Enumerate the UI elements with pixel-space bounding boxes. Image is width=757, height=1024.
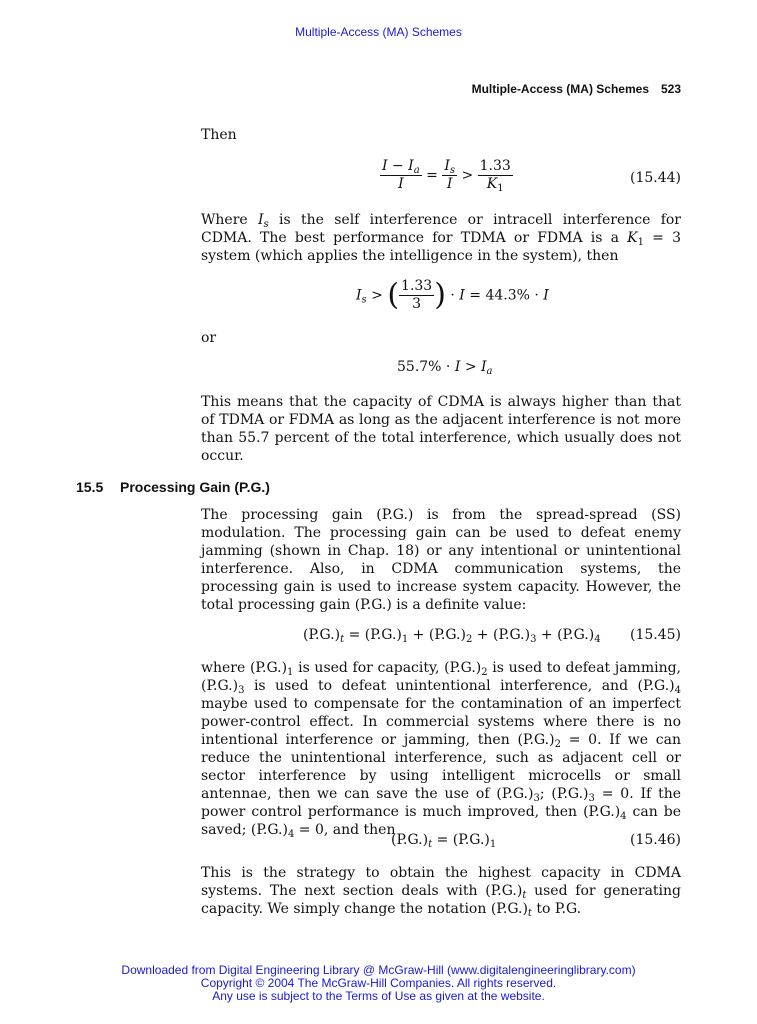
footer-terms-link[interactable]: Any use is subject to the Terms of Use as given at the website. [212, 989, 545, 1003]
fraction: $\frac{1.33}{K_1}$ [479, 158, 511, 194]
paragraph-where-pg: where $(P.G.)_1$ is used for capacity, $(P.G.)_2$ is used to defeat jamming, $(P.G.)_3$ is used to defeat unintentional interference, and $(P.G.)_4$ maybe used to compensate for the contamination of an imperfect power-control effect. In commercial systems where there is no intentional interference or jamming, then $(P.G.)_2 = 0$. If we can reduce the unintentional interference, such as adjacent cell or sector interference by using intelligent microcells or small antennae, then we can save the use of $(P.G.)_3$; $(P.G.)_3 = 0$. If the power control performance is much improved, then $(P.G.)_4$ can be saved; $(P.G.)_4 = 0$, and then [201, 660, 682, 840]
footer-download-link[interactable]: Downloaded from Digital Engineering Library @ McGraw-Hill (www.digitalengineeringlibrary.com) [121, 963, 636, 977]
running-title: Multiple-Access (MA) Schemes [471, 82, 649, 96]
equation-15-44: $\frac{I - I_a}{I}$ = $\frac{I_s}{I}$ > $\frac{1.33}{K_1}$ [382, 158, 511, 194]
running-head [472, 82, 681, 96]
paragraph-processing-gain: The processing gain (P.G.) is from the spread-spread (SS) modulation. The processing gain can be used to defeat enemy jamming (shown in Chap. 18) or any intentional or unintentional interference. Also, in CDMA communication systems, the processing gain is used to increase system capacity. However, the total processing gain (P.G.) is a definite value: [201, 507, 681, 613]
equation-is: $I_s$ > ( $\frac{1.33}{3}$ ) · I = 44.3% · I [356, 277, 549, 313]
text-or: or [201, 330, 217, 346]
section-title: Processing Gain (P.G.) [120, 479, 270, 495]
fraction: $\frac{I - I_a}{I}$ [382, 158, 420, 192]
equation-55-7: $55.7\% \cdot I > I_a$ [397, 359, 493, 377]
page-number: 523 [660, 82, 681, 96]
text-then: Then [201, 127, 237, 143]
fraction: $\frac{I_s}{I}$ [444, 158, 455, 192]
paragraph-means: This means that the capacity of CDMA is always higher than that of TDMA or FDMA as long as the adjacent interference is not more than 55.7 percent of the total interference, which usually does not occur. [201, 394, 681, 464]
equation-number: (15.46) [629, 832, 681, 848]
paragraph-where: Where $I_s$ is the self interference or intracell interference for CDMA. The best performance for TDMA or FDMA is a $K_1 = 3$ system (which applies the intelligence in the system), then [201, 212, 681, 264]
chapter-link[interactable]: Multiple-Access (MA) Schemes [295, 25, 462, 39]
section-heading [76, 479, 270, 495]
equation-number: (15.44) [629, 170, 681, 186]
footer-copyright[interactable]: Copyright © 2004 The McGraw-Hill Companies. All rights reserved. [200, 976, 557, 990]
equation-15-45: $(P.G.)_t = (P.G.)_1 + (P.G.)_2 + (P.G.)_3 + (P.G.)_4$ [303, 627, 601, 645]
paragraph-strategy: This is the strategy to obtain the highest capacity in CDMA systems. The next section deals with $(P.G.)_t$ used for generating capacity. We simply change the notation $(P.G.)_t$ to P.G. [201, 865, 682, 919]
equation-number: (15.45) [629, 627, 681, 643]
footer [0, 964, 757, 1003]
equation-15-46: $(P.G.)_t = (P.G.)_1$ [391, 832, 497, 850]
section-number: 15.5 [76, 479, 104, 495]
fraction: $\frac{1.33}{3}$ [401, 278, 433, 312]
